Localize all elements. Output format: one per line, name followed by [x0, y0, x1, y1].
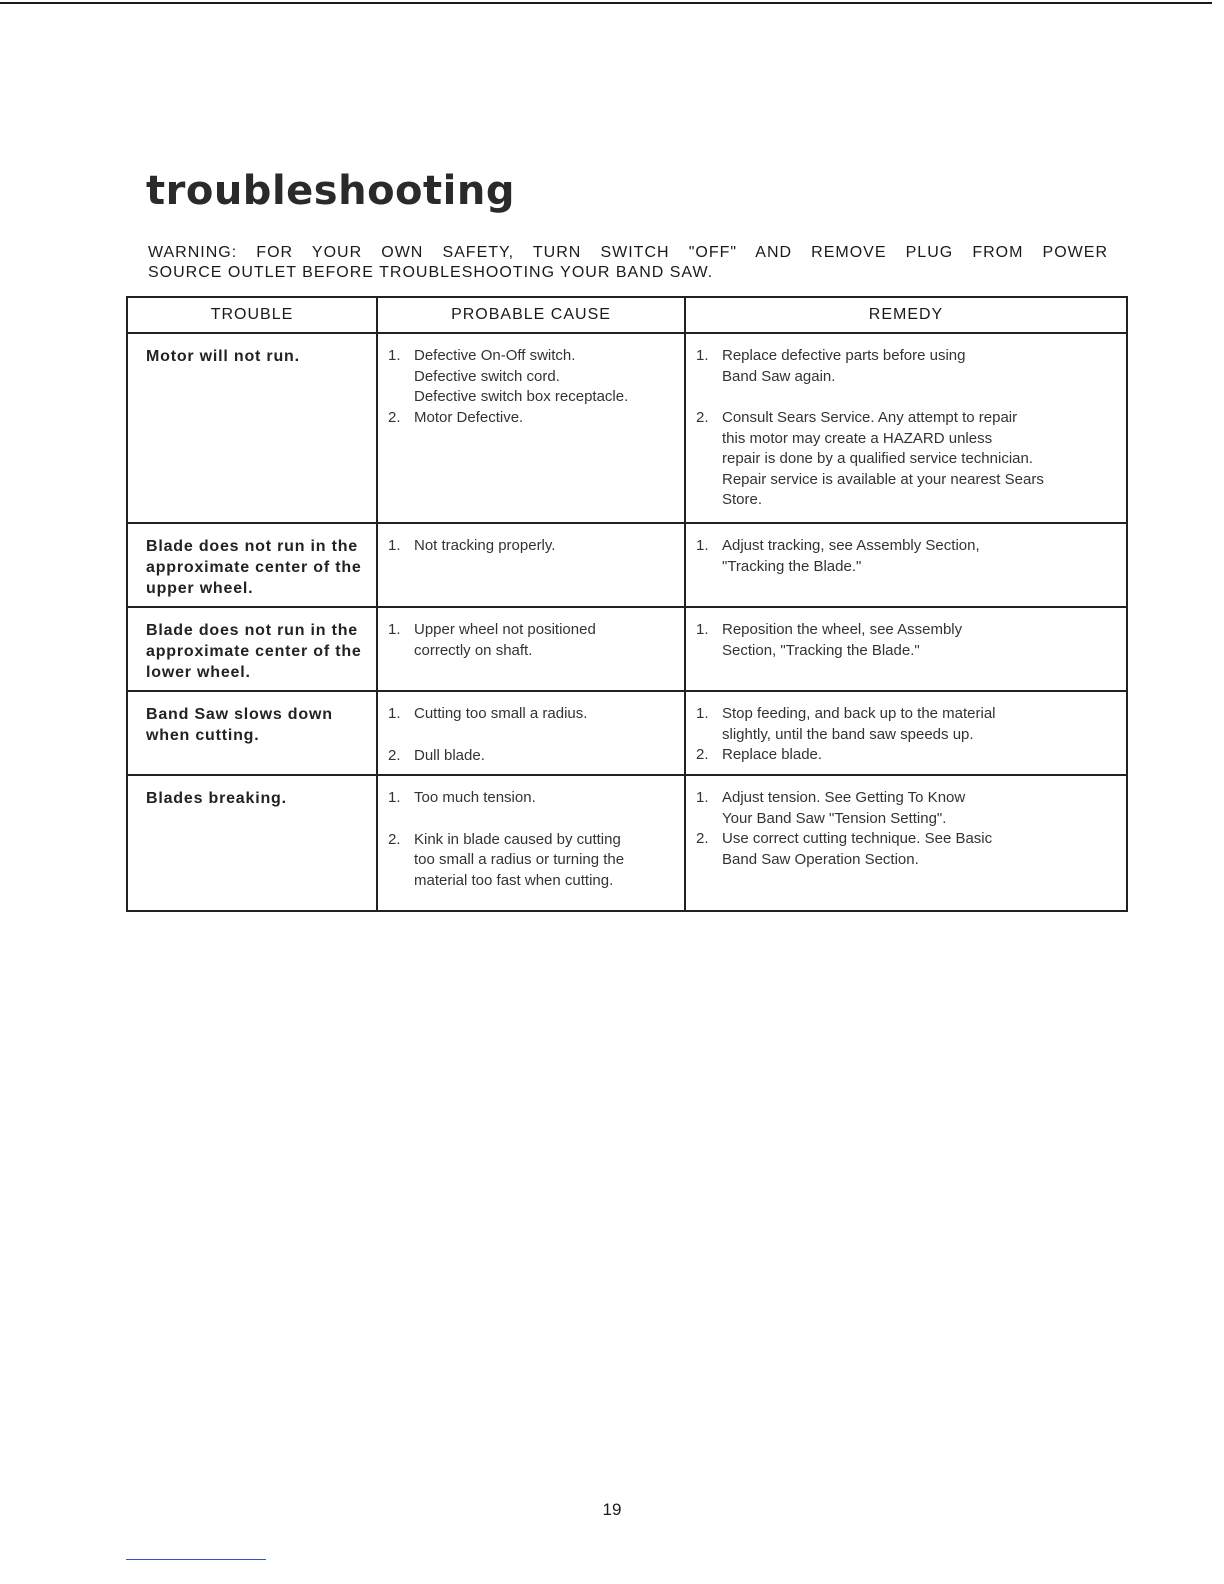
trouble-cell: Band Saw slows down when cutting. — [127, 691, 377, 775]
table-row — [127, 523, 1127, 607]
item-number: 1. — [696, 537, 709, 554]
cause-cell — [377, 523, 685, 607]
warning-line-1: WARNING: FOR YOUR OWN SAFETY, TURN SWITCH "OFF" AND REMOVE PLUG FROM POWER — [148, 244, 1108, 261]
item-number: 2. — [696, 746, 709, 763]
list-item — [388, 746, 678, 767]
item-text: Motor Defective. — [414, 408, 524, 426]
item-number: 1. — [388, 789, 401, 806]
list-item — [696, 346, 1120, 387]
trouble-cell: Blade does not run in the approximate center of the upper wheel. — [127, 523, 377, 607]
list-item — [696, 704, 1120, 745]
remedy-cell — [685, 607, 1127, 691]
item-text: Dull blade. — [414, 746, 485, 764]
trouble-cell: Blade does not run in the approximate center of the lower wheel. — [127, 607, 377, 691]
item-text: Replace blade. — [722, 746, 823, 763]
list-item — [388, 704, 678, 725]
footer-rule — [126, 1559, 266, 1560]
item-text: Defective On-Off switch. Defective switch cord. Defective switch box receptacle. — [414, 347, 629, 405]
list-item — [388, 620, 678, 661]
item-number: 1. — [388, 621, 401, 638]
cause-cell — [377, 607, 685, 691]
troubleshooting-table — [126, 296, 1128, 912]
item-text: Stop feeding, and back up to the material slightly, until the band saw speeds up. — [722, 705, 996, 743]
header-probable-cause: PROBABLE CAUSE — [377, 297, 685, 333]
header-trouble: TROUBLE — [127, 297, 377, 333]
table-header-row — [127, 297, 1127, 333]
item-number: 1. — [388, 705, 401, 722]
list-item — [696, 788, 1120, 829]
list-item — [388, 830, 678, 892]
list-item — [696, 536, 1120, 577]
warning-line-2: SOURCE OUTLET BEFORE TROUBLESHOOTING YOUR BAND SAW. — [148, 264, 714, 281]
item-number: 1. — [696, 789, 709, 806]
table-row — [127, 607, 1127, 691]
item-text: Too much tension. — [414, 789, 536, 806]
item-text: Kink in blade caused by cutting too small a radius or turning the material too fast when cutting. — [414, 830, 625, 889]
item-number: 1. — [696, 705, 709, 722]
table-row — [127, 691, 1127, 775]
item-number: 1. — [388, 347, 401, 364]
top-rule — [0, 2, 1212, 4]
item-text: Adjust tracking, see Assembly Section, "Tracking the Blade." — [722, 537, 980, 575]
list-item — [696, 829, 1120, 870]
item-text: Reposition the wheel, see Assembly Section, "Tracking the Blade." — [722, 621, 963, 659]
safety-warning — [148, 243, 1108, 283]
cause-cell — [377, 775, 685, 911]
item-text: Not tracking properly. — [414, 537, 556, 554]
item-number: 1. — [696, 621, 709, 638]
list-item — [388, 346, 678, 408]
trouble-cell: Motor will not run. — [127, 333, 377, 523]
list-item — [696, 408, 1120, 511]
page-title: troubleshooting — [146, 168, 515, 214]
item-text: Upper wheel not positioned correctly on shaft. — [414, 621, 596, 659]
remedy-cell — [685, 775, 1127, 911]
list-item — [696, 745, 1120, 766]
item-text: Adjust tension. See Getting To Know Your Band Saw "Tension Setting". — [722, 789, 966, 827]
list-item — [388, 788, 678, 809]
table-row — [127, 775, 1127, 911]
cause-cell — [377, 333, 685, 523]
list-item — [388, 536, 678, 557]
item-text: Use correct cutting technique. See Basic Band Saw Operation Section. — [722, 830, 993, 868]
item-number: 1. — [388, 537, 401, 554]
cause-cell — [377, 691, 685, 775]
item-number: 2. — [696, 409, 709, 426]
list-item — [388, 408, 678, 429]
remedy-cell — [685, 523, 1127, 607]
remedy-cell — [685, 333, 1127, 523]
item-number: 2. — [388, 830, 401, 848]
item-number: 2. — [388, 746, 401, 764]
page-number: 19 — [602, 1500, 622, 1519]
remedy-cell — [685, 691, 1127, 775]
list-item — [696, 620, 1120, 661]
item-text: Consult Sears Service. Any attempt to repair this motor may create a HAZARD unless repair is done by a qualified service technician. Repair service is available at your nearest Sears Store. — [722, 409, 1044, 508]
item-text: Replace defective parts before using Band Saw again. — [722, 347, 966, 385]
header-remedy: REMEDY — [685, 297, 1127, 333]
item-text: Cutting too small a radius. — [414, 705, 588, 722]
trouble-cell: Blades breaking. — [127, 775, 377, 911]
item-number: 2. — [696, 830, 709, 847]
table-row — [127, 333, 1127, 523]
item-number: 1. — [696, 347, 709, 364]
item-number: 2. — [388, 408, 401, 426]
